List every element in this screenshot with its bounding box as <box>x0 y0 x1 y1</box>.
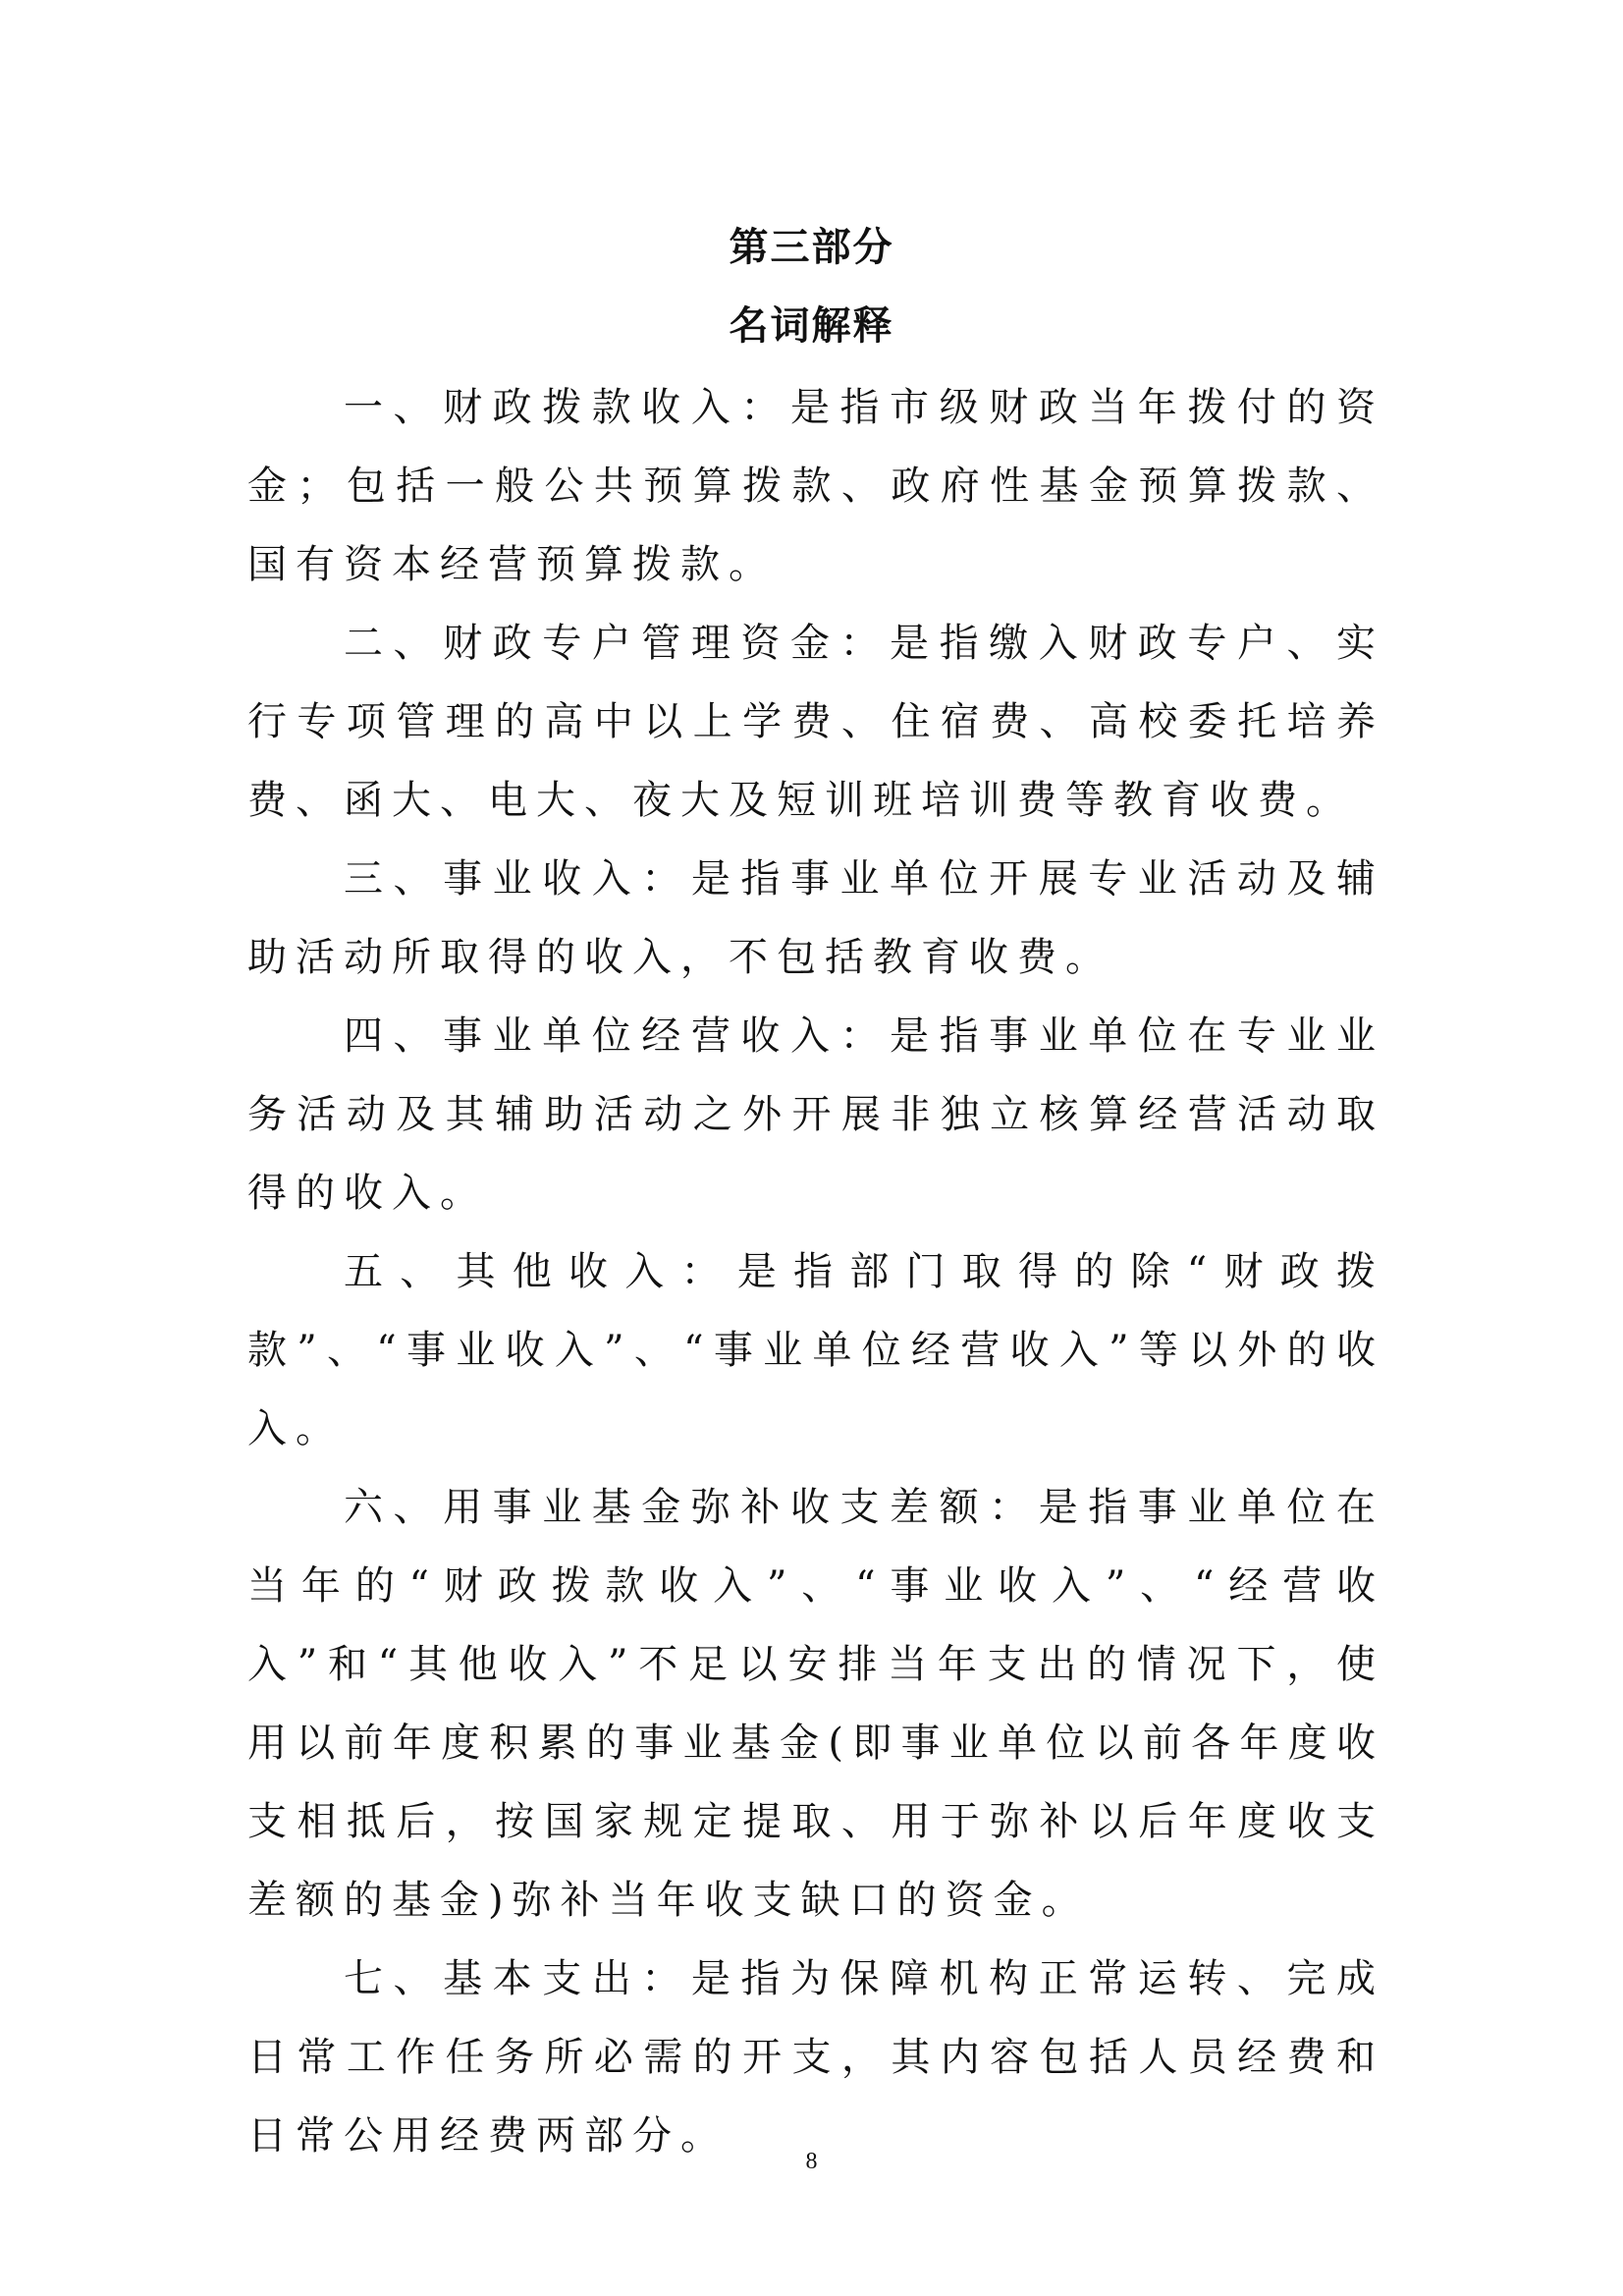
definition-paragraph-1: 一、财政拨款收入：是指市级财政当年拨付的资金；包括一般公共预算拨款、政府性基金预算拨款、国有资本经营预算拨款。 <box>247 385 1384 587</box>
part-title: 第三部分 <box>729 225 894 270</box>
definition-paragraph-7: 七、基本支出：是指为保障机构正常运转、完成日常工作任务所必需的开支，其内容包括人员经费和日常公用经费两部分。 <box>247 1956 1384 2159</box>
definition-paragraph-5: 五、其他收入：是指部门取得的除“财政拨款”、“事业收入”、“事业单位经营收入”等以外的收入。 <box>247 1249 1384 1451</box>
definition-paragraph-3: 三、事业收入：是指事业单位开展专业活动及辅助活动所取得的收入，不包括教育收费。 <box>247 856 1384 980</box>
definition-paragraph-6: 六、用事业基金弥补收支差额：是指事业单位在当年的“财政拨款收入”、“事业收入”、“经营收入”和“其他收入”不足以安排当年支出的情况下，使用以前年度积累的事业基金(即事业单位以前各年度收支相抵后，按国家规定提取、用于弥补以后年度收支差额的基金)弥补当年收支缺口的资金。 <box>247 1485 1384 1923</box>
definition-paragraph-2: 二、财政专户管理资金：是指缴入财政专户、实行专项管理的高中以上学费、住宿费、高校委托培养费、函大、电大、夜大及短训班培训费等教育收费。 <box>247 621 1384 823</box>
page-number: 8 <box>805 2149 818 2174</box>
section-title: 名词解释 <box>729 303 894 349</box>
definition-paragraph-4: 四、事业单位经营收入：是指事业单位在专业业务活动及其辅助活动之外开展非独立核算经营活动取得的收入。 <box>247 1013 1384 1216</box>
definitions-body <box>247 368 1384 2175</box>
